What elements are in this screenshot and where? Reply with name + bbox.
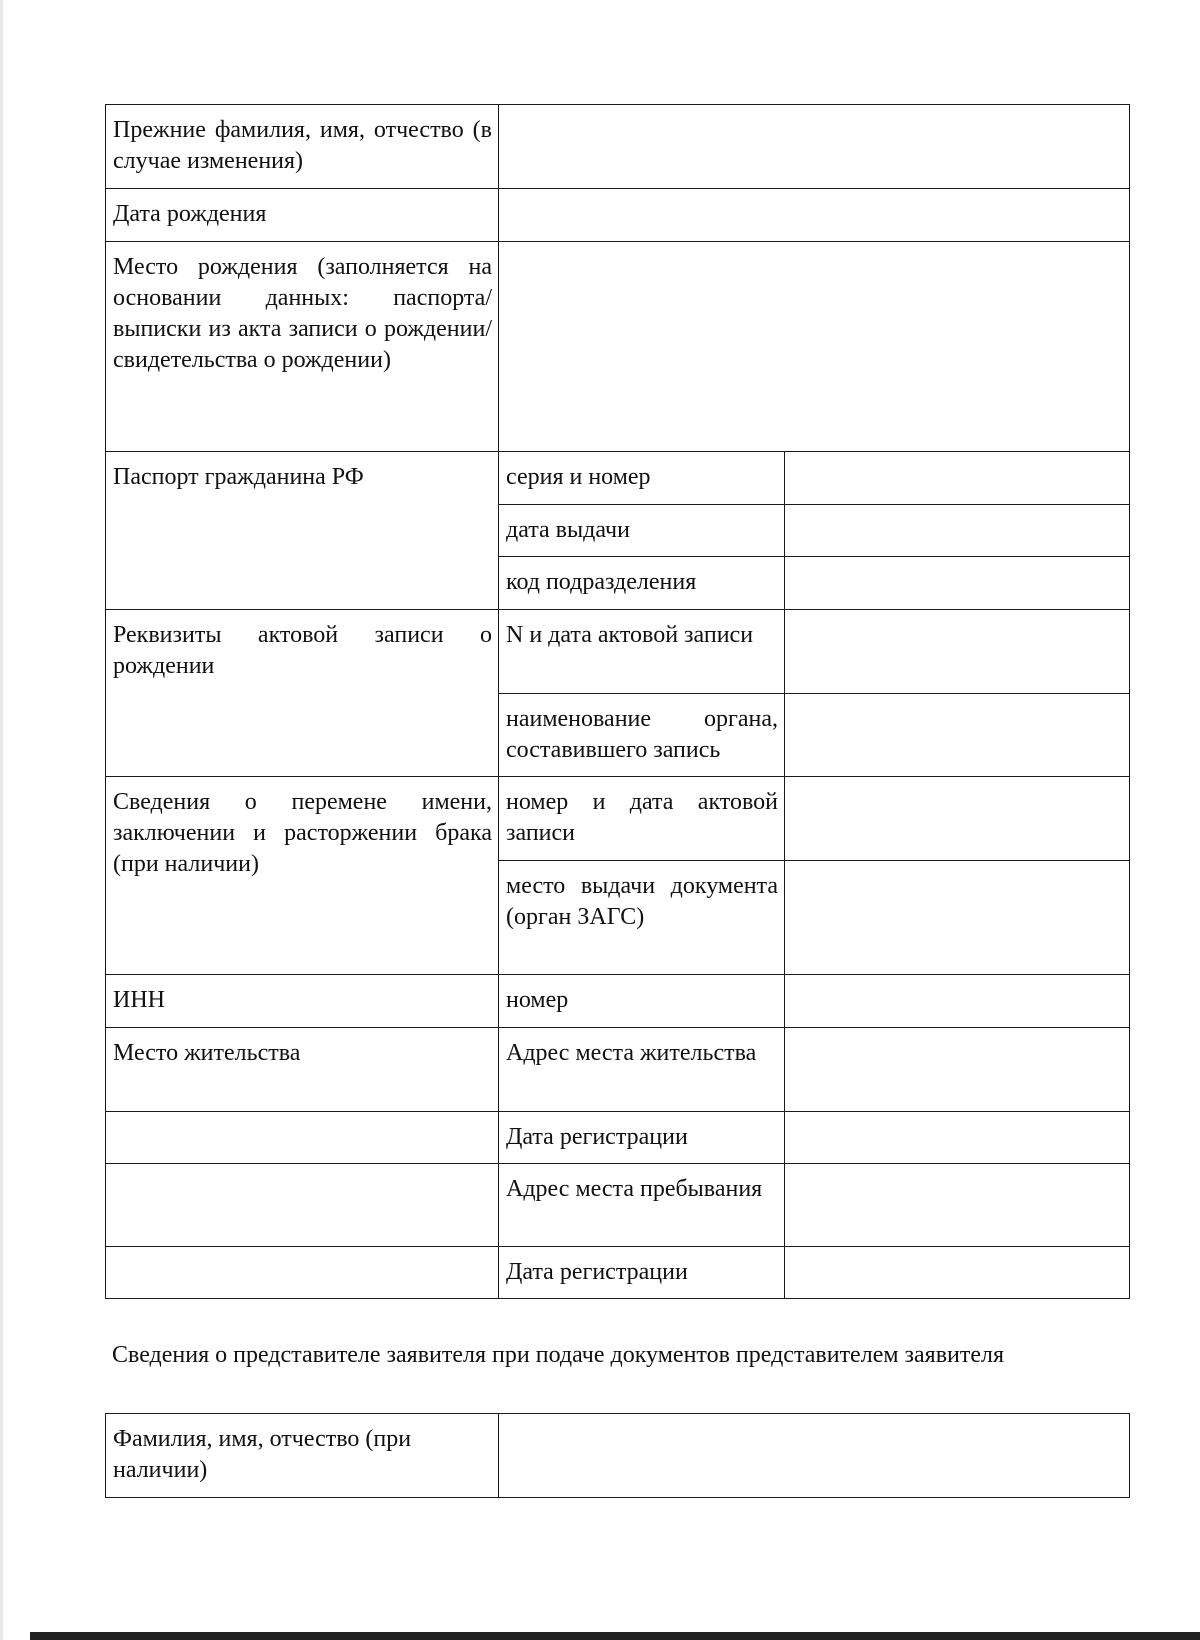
representative-full-name-field[interactable] <box>499 1414 1130 1498</box>
birth-place-field[interactable] <box>499 242 1130 452</box>
table-row <box>106 777 1130 861</box>
residence-registration-date-label: Дата регистрации <box>499 1112 785 1164</box>
representative-section-heading: Сведения о представителе заявителя при подаче документов представителем заявителя <box>112 1342 1005 1368</box>
birth-record-authority-label: наименование органа, составившего запись <box>499 694 785 777</box>
table-row <box>106 105 1130 189</box>
name-change-number-date-field[interactable] <box>785 777 1130 861</box>
page-edge <box>0 0 3 1640</box>
birth-record-authority-field[interactable] <box>785 694 1130 777</box>
representative-table <box>105 1413 1130 1498</box>
passport-label: Паспорт гражданина РФ <box>106 452 499 610</box>
representative-full-name-label: Фамилия, имя, отчество (при наличии) <box>106 1414 499 1498</box>
passport-series-number-label: серия и номер <box>499 452 785 505</box>
table-row <box>106 1414 1130 1498</box>
name-change-issue-place-label: место выдачи документа (орган ЗАГС) <box>499 861 785 975</box>
name-change-issue-place-field[interactable] <box>785 861 1130 975</box>
table-row <box>106 452 1130 505</box>
empty-cell <box>106 1112 499 1164</box>
stay-address-field[interactable] <box>785 1164 1130 1247</box>
page-edge <box>30 1632 1200 1640</box>
residence-label: Место жительства <box>106 1028 499 1112</box>
residence-address-field[interactable] <box>785 1028 1130 1112</box>
applicant-details-table <box>105 104 1130 1299</box>
inn-number-field[interactable] <box>785 975 1130 1028</box>
stay-registration-date-label: Дата регистрации <box>499 1247 785 1299</box>
table-row <box>106 189 1130 242</box>
table-row <box>106 975 1130 1028</box>
passport-division-code-field[interactable] <box>785 557 1130 610</box>
table-row <box>106 1247 1130 1299</box>
birth-record-label: Реквизиты актовой записи о рождении <box>106 610 499 777</box>
residence-address-label: Адрес места жительства <box>499 1028 785 1112</box>
name-change-number-date-label: номер и дата актовой записи <box>499 777 785 861</box>
stay-address-label: Адрес места пребывания <box>499 1164 785 1247</box>
stay-registration-date-field[interactable] <box>785 1247 1130 1299</box>
previous-name-field[interactable] <box>499 105 1130 189</box>
birth-record-number-date-label: N и дата актовой записи <box>499 610 785 694</box>
table-row <box>106 610 1130 694</box>
passport-series-number-field[interactable] <box>785 452 1130 505</box>
passport-division-code-label: код подразделения <box>499 557 785 610</box>
birth-date-label: Дата рождения <box>106 189 499 242</box>
table-row <box>106 1112 1130 1164</box>
passport-issue-date-field[interactable] <box>785 505 1130 557</box>
inn-number-label: номер <box>499 975 785 1028</box>
table-row <box>106 1164 1130 1247</box>
table-row <box>106 242 1130 452</box>
birth-record-number-date-field[interactable] <box>785 610 1130 694</box>
previous-name-label: Прежние фамилия, имя, отчество (в случае изменения) <box>106 105 499 189</box>
table-row <box>106 1028 1130 1112</box>
birth-place-label: Место рождения (заполняется на основании данных: паспорта/выписки из акта записи о рождении/свидетельства о рождении) <box>106 242 499 452</box>
empty-cell <box>106 1164 499 1247</box>
name-change-label: Сведения о перемене имени, заключении и расторжении брака (при наличии) <box>106 777 499 975</box>
inn-label: ИНН <box>106 975 499 1028</box>
birth-date-field[interactable] <box>499 189 1130 242</box>
passport-issue-date-label: дата выдачи <box>499 505 785 557</box>
empty-cell <box>106 1247 499 1299</box>
residence-registration-date-field[interactable] <box>785 1112 1130 1164</box>
